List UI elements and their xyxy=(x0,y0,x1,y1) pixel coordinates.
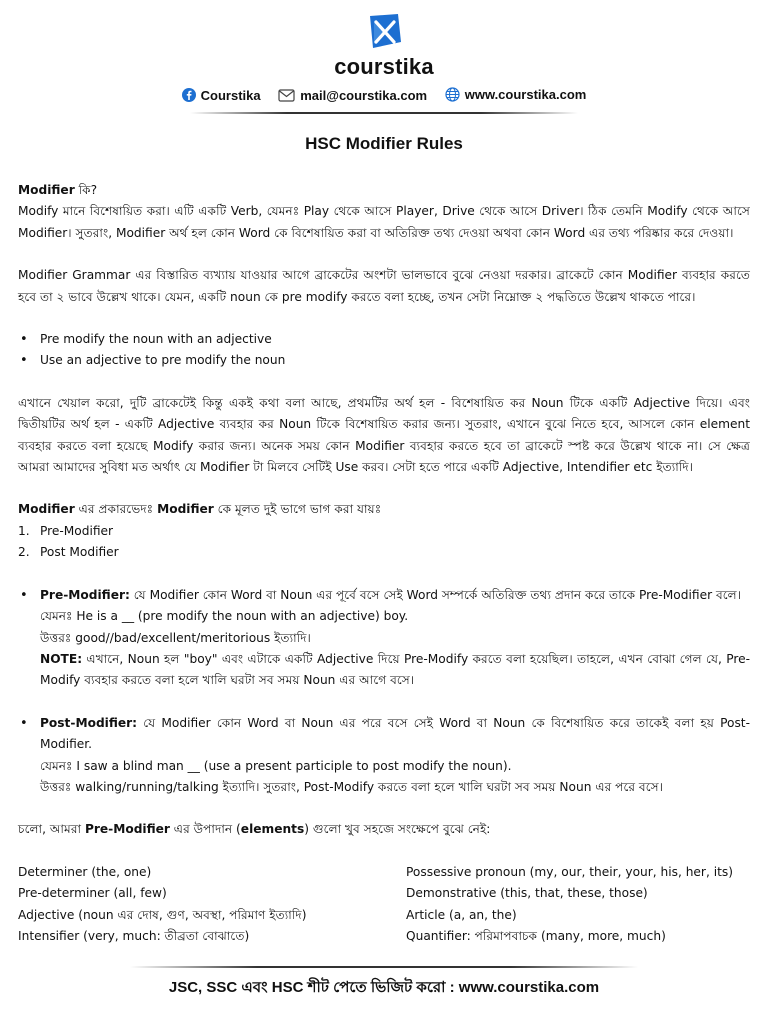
list-item xyxy=(40,713,750,799)
types-list xyxy=(18,521,750,564)
elements-grid xyxy=(18,862,750,948)
pre-modifier-answer: উত্তরঃ good//bad/excellent/meritorious ইত্যাদি। xyxy=(40,630,311,645)
element-item: Adjective (noun এর দোষ, গুণ, অবস্থা, পরিমাণ ইত্যাদি) xyxy=(18,907,307,922)
elements-heading xyxy=(18,819,750,840)
element-item: Intensifier (very, much: তীব্রতা বোঝাতে) xyxy=(18,928,250,943)
facebook-text: Courstika xyxy=(200,87,261,103)
types-heading-bold: Modifier xyxy=(18,502,75,517)
pre-modifier-note xyxy=(40,649,750,692)
pre-modifier-def-text: যে Modifier কোন Word বা Noun এর পূর্বে বসে সেই Word সম্পর্কে অতিরিক্ত তথ্য প্রদান করে তাকে Pre-Modifier বলে। xyxy=(129,587,742,602)
types-heading-bold: Modifier xyxy=(157,502,214,517)
facebook-link[interactable] xyxy=(182,88,261,103)
note-label: NOTE: xyxy=(40,651,83,666)
list-number: 2. xyxy=(18,545,30,560)
element-item: Determiner (the, one) xyxy=(18,864,152,879)
element-item: Article (a, an, the) xyxy=(406,907,517,922)
element-item: Pre-determiner (all, few) xyxy=(18,886,167,901)
elements-heading-pre: চলো, আমরা xyxy=(18,822,85,837)
website-text: www.courstika.com xyxy=(464,87,587,102)
example-bullet-list xyxy=(18,329,750,372)
facebook-icon xyxy=(182,88,196,102)
intro-heading-rest: কি? xyxy=(74,183,98,197)
intro-heading xyxy=(18,180,750,201)
footer-banner[interactable]: JSC, SSC এবং HSC শীট পেতে ভিজিট করো : www.courstika.com xyxy=(168,979,600,996)
post-modifier-definition xyxy=(40,713,750,756)
types-heading-rest: কে মূলত দুই ভাগে ভাগ করা যায়ঃ xyxy=(213,502,382,517)
header-divider xyxy=(190,112,578,114)
intro-paragraph-3: এখানে খেয়াল করো, দুটি ব্রাকেটেই কিন্তু একই কথা বলা আছে, প্রথমটির অর্থ হল - বিশেষায়িত কর Noun টিকে একটি Adjective দিয়ে। এবং দ্বিতীয়টির অর্থ হল - একটি Adjective ব্যবহার কর Noun টিকে বিশেষায়িত করার জন্য। সুতরাং, এখানে বুঝে নিতে হবে, আসলে কোন element ব্যবহার করতে বলা হয়েছে Modify করার জন্য। অনেক সময় কোন Modifier ব্যবহার করতে হবে তা ব্রাকেটে স্পষ্ট করে উল্লেখ থাকে না। সে ক্ষেত্র আমরা আমাদের সুবিধা মত অর্থাৎ যে Modifier টা মিলবে সেটিই Use করব। সেটা হতে পারে একটি Adjective, Intendifier etc ইত্যাদি। xyxy=(18,395,750,475)
intro-paragraph-2: Modifier Grammar এর বিস্তারিত ব্যখ্যায় যাওয়ার আগে ব্রাকেটের অংশটা ভালভাবে বুঝে নেওয়া দরকার। ব্রাকেটে কোন Modifier ব্যবহার করতে হবে তা ২ ভাবে উল্লেখ থাকে। যেমন, একটি noun কে pre modify করতে বলা হচ্ছে, তখন সেটা নিম্নোক্ত ২ পদ্ধতিতে উল্লেখ থাকতে পারে। xyxy=(18,268,750,304)
footer-divider xyxy=(130,966,638,968)
envelope-icon xyxy=(278,89,295,102)
list-item-text: Pre-Modifier xyxy=(40,523,114,538)
types-heading xyxy=(18,499,750,520)
list-item: • Use an adjective to pre modify the noun xyxy=(40,350,750,371)
email-link[interactable] xyxy=(278,88,427,103)
post-modifier-example: যেমনঃ I saw a blind man __ (use a present participle to post modify the noun). xyxy=(40,758,512,773)
element-item: Quantifier: পরিমাপবাচক (many, more, much) xyxy=(406,928,666,943)
document-body xyxy=(18,180,750,947)
pre-modifier-example: যেমনঃ He is a __ (pre modify the noun with an adjective) boy. xyxy=(40,609,409,624)
logo xyxy=(0,12,768,80)
post-modifier-def-text: যে Modifier কোন Word বা Noun এর পরে বসে সেই Word বা Noun কে বিশেষায়িত করে তাকেই বলা হয় Post-Modifier. xyxy=(40,715,750,752)
list-item: • Pre modify the noun with an adjective xyxy=(40,329,750,350)
email-text: mail@courstika.com xyxy=(300,88,428,103)
elements-heading-bold: Pre-Modifier xyxy=(84,822,170,837)
list-item xyxy=(18,521,750,542)
list-item xyxy=(18,542,750,563)
element-item: Demonstrative (this, that, these, those) xyxy=(406,886,648,901)
post-modifier-answer: উত্তরঃ walking/running/talking ইত্যাদি। সুতরাং, Post-Modify করতে বলা হলে খালি ঘরটা সব সময় Noun এর পরে বসে। xyxy=(40,779,664,794)
element-item: Possessive pronoun (my, our, their, your, his, her, its) xyxy=(406,864,733,879)
list-item-text: Post Modifier xyxy=(40,545,119,560)
contact-bar xyxy=(0,87,768,105)
elements-heading-mid: এর উপাদান ( xyxy=(169,822,241,837)
pre-modifier-label: Pre-Modifier: xyxy=(40,587,130,602)
pre-modifier-definition xyxy=(40,585,750,606)
courstika-logo-icon xyxy=(364,12,404,52)
post-modifier-label: Post-Modifier: xyxy=(40,715,138,730)
elements-heading-bold: elements xyxy=(240,822,305,837)
website-link[interactable] xyxy=(445,87,587,102)
intro-heading-bold: Modifier xyxy=(18,183,75,197)
page-title: HSC Modifier Rules xyxy=(305,134,463,153)
brand-name: courstika xyxy=(334,54,434,79)
list-number: 1. xyxy=(18,523,30,538)
intro-paragraph-1: Modify মানে বিশেষায়িত করা। এটি একটি Verb, যেমনঃ Play থেকে আসে Player, Drive থেকে আসে Driver। ঠিক তেমনি Modify থেকে আসে Modifier। সুতরাং, Modifier অর্থ হল কোন Word কে বিশেষায়িত করা বা অতিরিক্ত তথ্য দেওয়া অথবা কোন Word এর তথ্য পরিষ্কার করে দেওয়া। xyxy=(18,204,750,240)
note-text: এখানে, Noun হল "boy" এবং এটাকে একটি Adjective দিয়ে Pre-Modify করতে বলা হয়েছিল। তাহলে, এখন বোঝা গেল যে, Pre-Modify ব্যবহার করতে বলা হলে খালি ঘরটা সব সময় Noun এর আগে বসে। xyxy=(40,651,750,688)
elements-heading-rest: ) গুলো খুব সহজে সংক্ষেপে বুঝে নেই: xyxy=(304,822,491,837)
types-heading-mid: এর প্রকারভেদঃ xyxy=(74,502,158,517)
globe-icon xyxy=(445,87,460,102)
pre-modifier-section xyxy=(18,585,750,692)
post-modifier-section xyxy=(18,713,750,799)
list-item xyxy=(40,585,750,692)
